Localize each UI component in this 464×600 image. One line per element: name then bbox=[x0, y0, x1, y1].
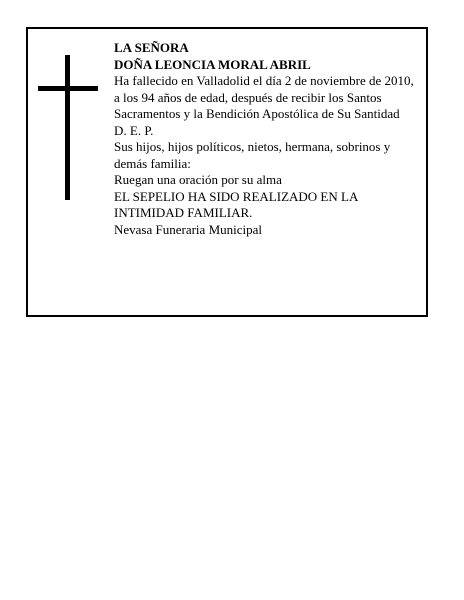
burial-text: EL SEPELIO HA SIDO REALIZADO EN LA INTIMIDAD FAMILIAR. bbox=[114, 188, 358, 220]
prayer-request: Ruegan una oración por su alma bbox=[114, 172, 282, 187]
family-text: Sus hijos, hijos políticos, nietos, hermana, sobrinos y demás familia: bbox=[114, 139, 391, 171]
notice-text-block bbox=[114, 40, 414, 238]
cross-icon bbox=[38, 55, 98, 200]
notice-heading: LA SEÑORA bbox=[114, 40, 189, 55]
obituary-notice bbox=[26, 27, 428, 317]
funeral-home: Nevasa Funeraria Municipal bbox=[114, 221, 263, 237]
cross-horizontal-bar bbox=[38, 86, 98, 91]
cross-vertical-bar bbox=[65, 55, 70, 200]
rip-text: D. E. P. bbox=[114, 122, 154, 138]
deceased-name: DOÑA LEONCIA MORAL ABRIL bbox=[114, 56, 311, 72]
death-statement: Ha fallecido en Valladolid el día 2 de noviembre de 2010, a los 94 años de edad, después de recibir los Santos Sacramentos y la Bendición Apostólica de Su Santidad bbox=[114, 73, 414, 121]
